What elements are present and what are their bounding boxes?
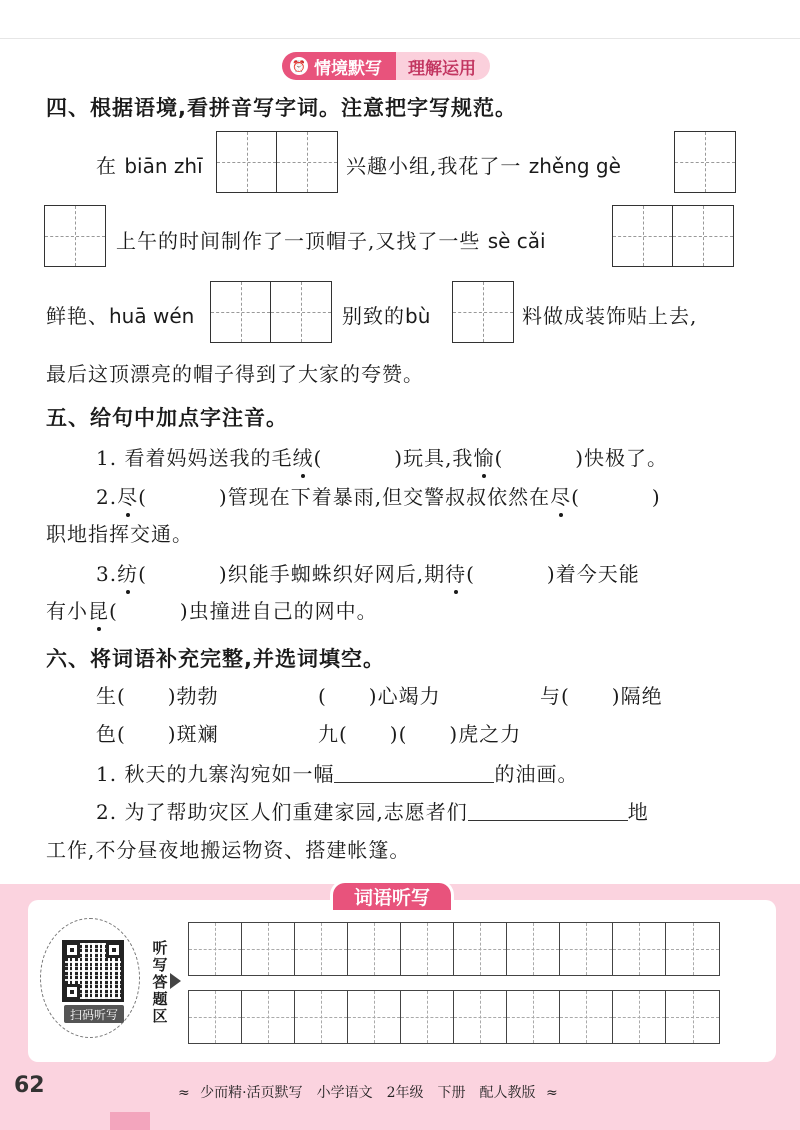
vertical-char: 区 [152,1007,168,1025]
page-number: 62 [14,1073,45,1098]
grid-cell[interactable] [613,206,673,266]
answer-grid-bianzhi[interactable] [216,131,338,193]
text: 2. [96,485,118,509]
section4-title: 四、根据语境,看拼音写字词。注意把字写规范。 [46,96,517,120]
fill-blank[interactable] [468,801,628,821]
tag-left-label: 情境默写 [314,58,382,79]
s4-line3c: 料做成装饰贴上去, [522,304,698,328]
word-3[interactable]: 与( )隔绝 [540,684,663,708]
footer-text: ≈ 少而精·活页默写 小学语文 2年级 下册 配人教版 ≈ [178,1085,558,1101]
text: ( [466,562,475,586]
s5-q1 [96,442,668,471]
text: 地 [627,800,649,824]
grid-cell[interactable] [242,923,295,975]
qr-finder [64,984,80,1000]
s4-line3b [342,300,430,329]
dictation-title: 词语听写 [330,880,454,910]
grid-cell[interactable] [454,923,507,975]
dotted-char: 尽 [117,481,138,510]
dotted-char: 待 [445,558,466,587]
pinyin-bu: bù [405,304,431,328]
qr-finder [106,942,122,958]
grid-cell[interactable] [507,923,560,975]
dictation-grid-row-1[interactable] [188,922,720,976]
grid-cell[interactable] [675,132,735,192]
grid-cell[interactable] [507,991,560,1043]
text: ( [571,485,580,509]
text: ( [138,485,147,509]
answer-grid-zhengge-1[interactable] [674,131,736,193]
grid-cell[interactable] [45,206,105,266]
vertical-char: 答 [152,973,168,991]
dotted-char: 绒 [292,442,313,471]
decorative-bar [110,1112,150,1130]
dotted-char: 昆 [88,595,109,624]
s4-line4: 最后这顶漂亮的帽子得到了大家的夸赞。 [46,362,424,386]
text: 1. 秋天的九寨沟宛如一幅 [96,762,335,786]
pinyin-huawen: huā wén [109,304,195,328]
dictation-grid-row-2[interactable] [188,990,720,1044]
fill-blank[interactable] [334,763,494,783]
grid-cell[interactable] [401,923,454,975]
section-tag [282,52,490,80]
text: ( [109,599,118,623]
text: )着今天能 [546,562,640,586]
text: 2. 为了帮助灾区人们重建家园,志愿者们 [96,800,468,824]
text: 兴趣小组,我花了一 [346,154,522,178]
word-4[interactable]: 色( )斑斓 [96,722,219,746]
answer-area-label [151,940,169,1025]
s6-q2 [96,796,649,825]
pinyin-zhengge: zhěng gè [528,154,621,178]
text: ( [313,446,323,470]
answer-grid-huawen[interactable] [210,281,332,343]
text: )管现在下着暴雨,但交警叔叔依然在 [218,485,551,509]
answer-grid-bu[interactable] [452,281,514,343]
tag-left [282,52,396,80]
grid-cell[interactable] [666,923,719,975]
grid-cell[interactable] [189,991,242,1043]
vertical-char: 题 [152,990,168,1008]
grid-cell[interactable] [189,923,242,975]
grid-cell[interactable] [348,923,401,975]
s5-q2 [96,481,661,510]
s6-q1 [96,758,578,787]
text: 鲜艳、 [46,304,109,328]
pinyin-bianzhi: biān zhī [124,154,203,178]
s4-line3a [46,300,194,329]
section5-title: 五、给句中加点字注音。 [46,406,288,430]
s4-line2 [116,225,546,254]
top-rule [0,38,800,39]
dotted-char: 尽 [550,481,571,510]
alarm-clock-icon: ⏰ [290,57,308,75]
text: 3. [96,562,118,586]
answer-grid-secai[interactable] [612,205,734,267]
grid-cell[interactable] [295,923,348,975]
grid-cell[interactable] [217,132,277,192]
grid-cell[interactable] [401,991,454,1043]
word-2[interactable]: ( )心竭力 [318,684,441,708]
grid-cell[interactable] [242,991,295,1043]
vertical-char: 听 [152,939,168,957]
grid-cell[interactable] [271,282,331,342]
s5-q3-cont [46,595,378,624]
tag-right-label: 理解运用 [396,52,490,80]
grid-cell[interactable] [673,206,733,266]
qr-code-icon[interactable] [62,940,124,1002]
grid-cell[interactable] [666,991,719,1043]
text: 的油画。 [494,762,579,786]
pinyin-secai: sè cǎi [487,229,546,253]
grid-cell[interactable] [277,132,337,192]
qr-finder [64,942,80,958]
grid-cell[interactable] [560,991,613,1043]
text: ) [651,485,661,509]
text: )织能手蜘蛛织好网后,期 [218,562,446,586]
s6-q2-cont: 工作,不分昼夜地搬运物资、搭建帐篷。 [46,838,411,862]
text: 别致的 [342,304,405,328]
section6-title: 六、将词语补充完整,并选词填空。 [46,647,385,671]
text: 1. 看着妈妈送我的毛 [96,446,293,470]
dotted-char: 纺 [117,558,138,587]
grid-cell[interactable] [454,991,507,1043]
grid-cell[interactable] [560,923,613,975]
answer-grid-zhengge-2[interactable] [44,205,106,267]
text: 有小 [46,599,88,623]
grid-cell[interactable] [613,923,666,975]
vertical-char: 写 [152,956,168,974]
grid-cell[interactable] [453,282,513,342]
text: )虫撞进自己的网中。 [179,599,378,623]
word-1[interactable]: 生( )勃勃 [96,684,219,708]
grid-cell[interactable] [295,991,348,1043]
s5-q2-cont: 职地指挥交通。 [46,522,193,546]
grid-cell[interactable] [348,991,401,1043]
s4-line1a [96,150,203,179]
dotted-char: 愉 [473,442,494,471]
grid-cell[interactable] [211,282,271,342]
s5-q3 [96,558,640,587]
text: )玩具,我 [394,446,474,470]
scan-label[interactable]: 扫码听写 [64,1005,124,1023]
grid-cell[interactable] [613,991,666,1043]
word-5[interactable]: 九( )( )虎之力 [318,722,522,746]
s4-line1b [346,150,621,179]
text: ( [138,562,147,586]
text: ( [494,446,504,470]
text: 在 [96,154,117,178]
text: )快极了。 [575,446,669,470]
arrow-right-icon [170,973,181,989]
text: 上午的时间制作了一顶帽子,又找了一些 [116,229,481,253]
